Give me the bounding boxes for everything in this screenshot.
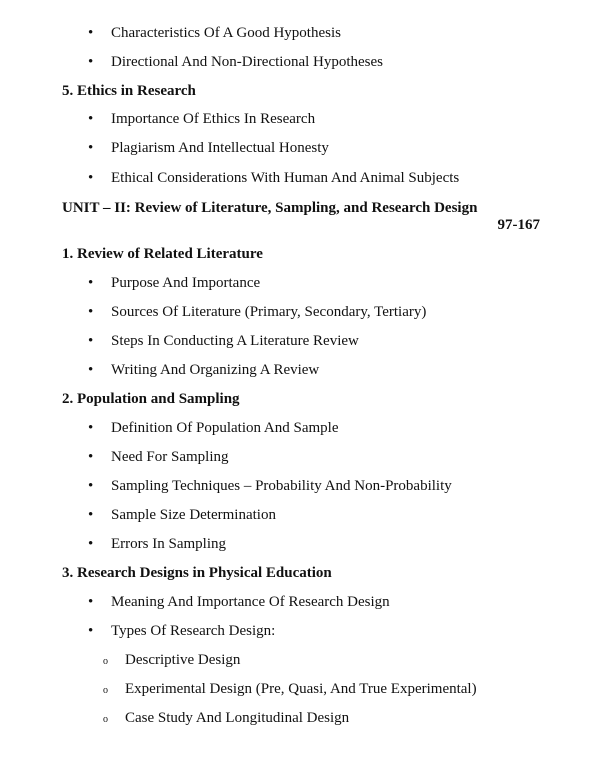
sub-list-item: o Experimental Design (Pre, Quasi, And True Experimental)	[125, 680, 477, 698]
list-item: • Importance Of Ethics In Research	[111, 110, 315, 128]
sub-list-item: o Descriptive Design	[125, 651, 240, 669]
list-item: • Sample Size Determination	[111, 506, 276, 524]
unit-heading: UNIT – II: Review of Literature, Sampling, and Research Design	[62, 200, 478, 216]
list-item: • Steps In Conducting A Literature Review	[111, 332, 359, 350]
list-item: • Definition Of Population And Sample	[111, 419, 338, 437]
list-item: • Directional And Non-Directional Hypotheses	[111, 53, 383, 71]
list-item: • Meaning And Importance Of Research Design	[111, 593, 390, 611]
list-item: • Ethical Considerations With Human And Animal Subjects	[111, 169, 459, 187]
section-heading: 1. Review of Related Literature	[62, 246, 263, 262]
list-item: • Need For Sampling	[111, 448, 229, 466]
list-item: • Sources Of Literature (Primary, Secondary, Tertiary)	[111, 303, 426, 321]
list-item: • Types Of Research Design:	[111, 622, 275, 640]
list-item: • Errors In Sampling	[111, 535, 226, 553]
section-heading: 2. Population and Sampling	[62, 391, 240, 407]
page-range: 97-167	[497, 217, 540, 233]
section-heading: 5. Ethics in Research	[62, 83, 196, 99]
list-item: • Sampling Techniques – Probability And Non-Probability	[111, 477, 452, 495]
list-item: • Plagiarism And Intellectual Honesty	[111, 139, 329, 157]
list-item: • Writing And Organizing A Review	[111, 361, 319, 379]
sub-list-item: o Case Study And Longitudinal Design	[125, 709, 349, 727]
list-item: • Purpose And Importance	[111, 274, 260, 292]
section-heading: 3. Research Designs in Physical Education	[62, 565, 332, 581]
list-item: • Characteristics Of A Good Hypothesis	[111, 24, 341, 42]
